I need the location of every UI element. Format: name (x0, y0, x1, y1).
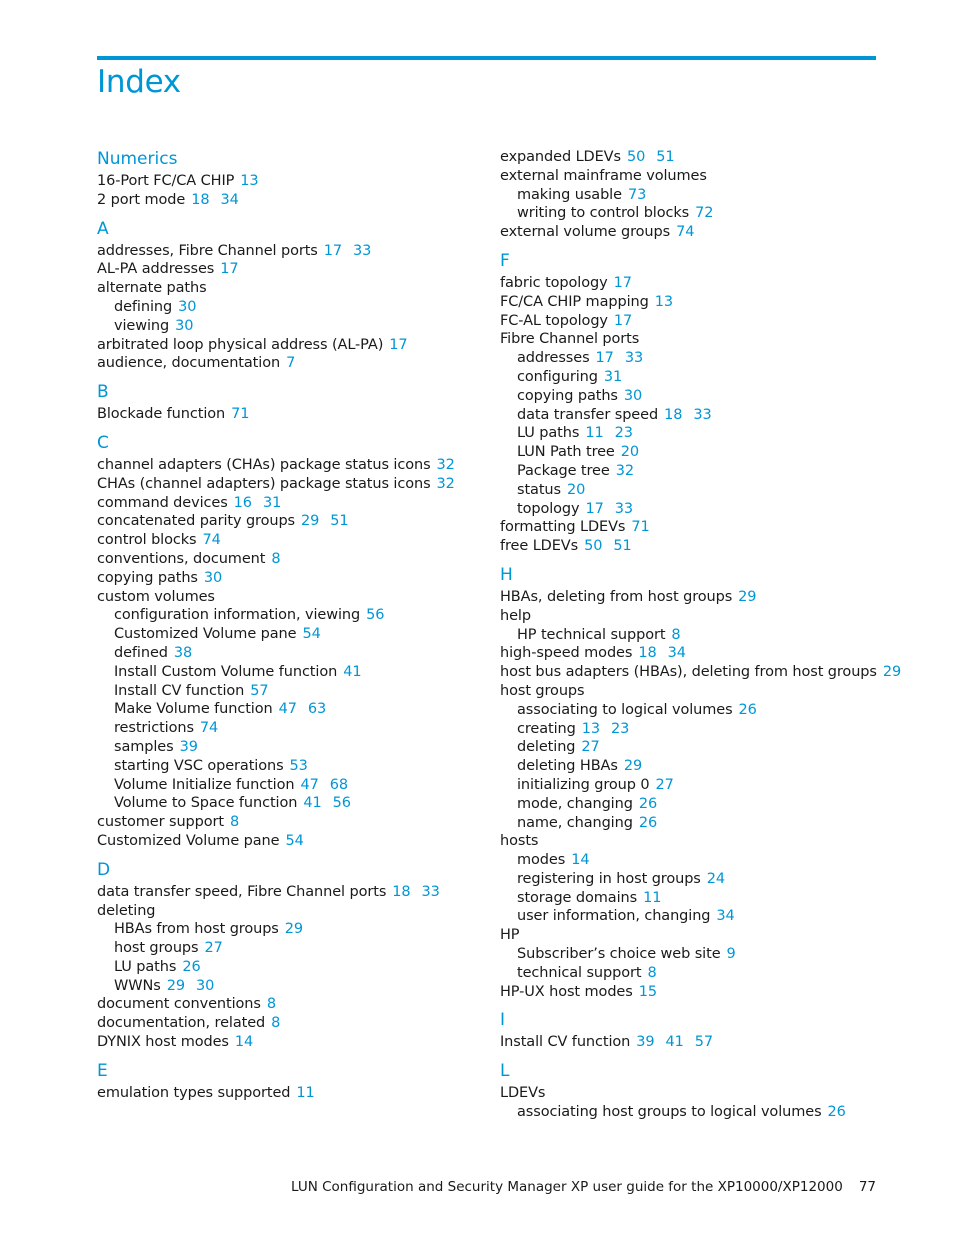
entry-text: associating host groups to logical volumes (517, 1104, 822, 1121)
entry-text: fabric topology (500, 274, 608, 291)
entry-text: defining (114, 298, 173, 315)
section-heading: A (97, 218, 109, 239)
page-link[interactable]: 50 (584, 538, 603, 555)
page-link[interactable]: 38 (173, 644, 193, 661)
index-entry (97, 995, 482, 1014)
page-link[interactable]: 33 (693, 406, 712, 423)
page-link[interactable]: 8 (229, 814, 240, 831)
page-link[interactable]: 56 (332, 795, 351, 812)
index-entry (500, 663, 900, 682)
index-subentry (500, 204, 900, 223)
index-entry (500, 682, 900, 701)
index-entry (97, 569, 482, 588)
index-subentry (97, 776, 482, 795)
page-link[interactable]: 17 (389, 336, 408, 353)
entry-text: Make Volume function (114, 701, 273, 718)
entry-text: restrictions (114, 720, 194, 737)
page-link[interactable]: 24 (706, 870, 726, 887)
page-link[interactable]: 56 (366, 607, 385, 624)
index-subentry (500, 424, 900, 443)
page-link[interactable]: 31 (603, 368, 623, 385)
entry-text: deleting (517, 739, 576, 756)
page-link[interactable]: 51 (656, 149, 675, 165)
page-link[interactable]: 20 (620, 444, 640, 461)
index-entry (500, 607, 900, 626)
page-link[interactable]: 27 (204, 940, 223, 957)
index-column-right (500, 148, 900, 1130)
page-link[interactable]: 8 (266, 996, 276, 1013)
page-link[interactable]: 9 (726, 946, 736, 963)
entry-text: hosts (500, 833, 539, 850)
page-link[interactable]: 27 (655, 776, 674, 793)
entry-text: configuring (517, 368, 598, 385)
page-link[interactable]: 30 (203, 569, 223, 586)
entry-text: Volume Initialize function (114, 776, 295, 793)
page-link[interactable]: 7 (286, 355, 296, 372)
index-section (500, 148, 900, 242)
index-entry (97, 279, 482, 298)
entry-text: documentation, related (97, 1015, 266, 1032)
index-entry (97, 512, 482, 531)
index-entry (500, 983, 900, 1002)
index-entry (97, 1033, 482, 1052)
index-subentry (500, 368, 900, 387)
index-entry (97, 813, 482, 832)
entry-text: Install Custom Volume function (114, 663, 338, 680)
index-subentry (500, 907, 900, 926)
index-entry (97, 475, 482, 494)
footer-page-number: 77 (858, 1179, 876, 1195)
index-subentry (97, 663, 482, 682)
page-link[interactable]: 68 (329, 776, 348, 793)
index-subentry (97, 644, 482, 663)
page-link[interactable]: 18 (664, 406, 683, 423)
page-link[interactable]: 30 (623, 387, 643, 404)
index-section (500, 1009, 900, 1052)
index-entry (97, 405, 482, 424)
entry-text: user information, changing (517, 908, 711, 925)
page-link[interactable]: 34 (716, 908, 735, 925)
page-link[interactable]: 11 (585, 425, 604, 442)
index-section (97, 218, 482, 374)
index-subentry (500, 814, 900, 833)
index-entry (500, 1084, 900, 1103)
index-entry (97, 456, 482, 475)
index-entry (500, 223, 900, 242)
entry-text: name, changing (517, 814, 633, 831)
index-subentry (97, 977, 482, 996)
index-entry (97, 550, 482, 569)
entry-text: making usable (517, 186, 622, 203)
entry-text: copying paths (97, 569, 198, 586)
index-entry (97, 354, 482, 373)
page-link[interactable]: 74 (676, 224, 695, 241)
page-link[interactable]: 57 (694, 1034, 714, 1051)
index-entry (500, 312, 900, 331)
page-link[interactable]: 73 (627, 186, 647, 203)
index-subentry (500, 387, 900, 406)
page-link[interactable]: 26 (182, 958, 201, 975)
index-subentry (500, 738, 900, 757)
index-column-left (97, 148, 482, 1111)
index-subentry (500, 481, 900, 500)
index-subentry (500, 626, 900, 645)
entry-text: 2 port mode (97, 191, 186, 208)
page-link[interactable]: 27 (581, 739, 600, 756)
entry-text: LUN Path tree (517, 444, 615, 461)
index-subentry (500, 851, 900, 870)
index-entry (97, 902, 482, 921)
index-entry (500, 644, 900, 663)
page-link[interactable]: 17 (613, 312, 633, 329)
page-link[interactable]: 17 (613, 274, 632, 291)
page-link[interactable]: 39 (636, 1034, 655, 1051)
index-entry (500, 330, 900, 349)
entry-text: deleting (97, 902, 156, 919)
page-link[interactable]: 18 (191, 191, 210, 208)
entry-text: arbitrated loop physical address (AL-PA) (97, 336, 384, 353)
index-subentry (500, 776, 900, 795)
entry-text: configuration information, viewing (114, 607, 361, 624)
page-link[interactable]: 74 (202, 532, 221, 549)
page-link[interactable]: 33 (614, 500, 634, 517)
entry-text: Customized Volume pane (114, 626, 297, 643)
index-entry (500, 518, 900, 537)
entry-text: associating to logical volumes (517, 701, 733, 718)
page-link[interactable]: 8 (271, 550, 281, 567)
entry-text: formatting LDEVs (500, 519, 626, 536)
index-subentry (97, 625, 482, 644)
index-subentry (97, 719, 482, 738)
index-subentry (97, 958, 482, 977)
page-link[interactable]: 34 (667, 645, 686, 662)
entry-text: status (517, 481, 561, 498)
entry-text: free LDEVs (500, 538, 579, 555)
page-link[interactable]: 34 (220, 191, 239, 208)
index-entry (97, 494, 482, 513)
entry-text: HP-UX host modes (500, 983, 633, 1000)
index-entry (97, 883, 482, 902)
entry-text: concatenated parity groups (97, 513, 296, 530)
entry-text: 16-Port FC/CA CHIP (97, 173, 235, 189)
page-link[interactable]: 29 (738, 588, 757, 605)
section-heading: L (500, 1061, 510, 1082)
page-link[interactable]: 30 (178, 298, 197, 315)
entry-text: DYNIX host modes (97, 1034, 229, 1051)
page-footer (291, 1179, 876, 1195)
entry-text: HBAs from host groups (114, 921, 279, 938)
page-link[interactable]: 51 (330, 513, 349, 530)
index-section (97, 381, 482, 424)
page-link[interactable]: 72 (695, 205, 714, 222)
page-link[interactable]: 29 (623, 758, 643, 775)
index-subentry (500, 186, 900, 205)
entry-text: document conventions (97, 996, 261, 1013)
entry-text: storage domains (517, 889, 638, 906)
index-subentry (500, 1103, 900, 1122)
page-link[interactable]: 13 (240, 173, 259, 189)
index-entry (97, 832, 482, 851)
entry-text: addresses (517, 350, 590, 367)
entry-text: expanded LDEVs (500, 149, 621, 165)
index-entry (97, 1014, 482, 1033)
footer-doc-title: LUN Configuration and Security Manager XP user guide for the XP10000/XP12000 (290, 1179, 843, 1195)
page-link[interactable]: 26 (638, 795, 658, 812)
page-link[interactable]: 63 (307, 701, 327, 718)
entry-text: FC-AL topology (500, 312, 608, 329)
index-subentry (97, 682, 482, 701)
page-link[interactable]: 71 (231, 406, 250, 423)
entry-text: external mainframe volumes (500, 167, 707, 184)
index-subentry (500, 945, 900, 964)
index-section (500, 564, 900, 1002)
page-link[interactable]: 8 (647, 964, 657, 981)
entry-text: WWNs (114, 977, 161, 994)
entry-text: FC/CA CHIP mapping (500, 293, 649, 310)
page-link[interactable]: 31 (262, 494, 282, 511)
page-link[interactable]: 23 (614, 425, 633, 442)
index-subentry (500, 870, 900, 889)
index-subentry (97, 738, 482, 757)
entry-text: HBAs, deleting from host groups (500, 588, 733, 605)
entry-text: command devices (97, 494, 228, 511)
page-link[interactable]: 32 (436, 475, 455, 492)
entry-text: audience, documentation (97, 355, 281, 372)
page-link[interactable]: 13 (581, 720, 600, 737)
index-entry (500, 926, 900, 945)
page-link[interactable]: 41 (665, 1034, 684, 1051)
entry-text: host groups (114, 940, 199, 957)
index-entry (500, 537, 900, 556)
page-link[interactable]: 41 (303, 795, 322, 812)
index-subentry (500, 964, 900, 983)
index-entry (500, 274, 900, 293)
page-link[interactable]: 33 (421, 883, 440, 900)
entry-text: AL-PA addresses (97, 261, 215, 278)
page-link[interactable]: 47 (278, 701, 297, 718)
index-entry (97, 1084, 482, 1103)
index-subentry (97, 298, 482, 317)
page-link[interactable]: 33 (353, 242, 372, 259)
entry-text: LDEVs (500, 1085, 546, 1102)
index-subentry (500, 795, 900, 814)
index-subentry (500, 500, 900, 519)
page-link[interactable]: 14 (234, 1034, 254, 1051)
entry-text: HP (500, 927, 520, 944)
index-entry (97, 191, 482, 210)
index-subentry (97, 939, 482, 958)
entry-text: defined (114, 644, 168, 661)
page-link[interactable]: 41 (343, 663, 362, 680)
section-heading: D (97, 859, 111, 880)
page-link[interactable]: 16 (233, 494, 252, 511)
section-heading: C (97, 432, 109, 453)
index-entry (500, 293, 900, 312)
entry-text: LU paths (114, 958, 177, 975)
entry-text: technical support (517, 964, 642, 981)
page-link[interactable]: 47 (300, 776, 319, 793)
index-entry (500, 832, 900, 851)
page-link[interactable]: 39 (179, 738, 198, 755)
index-subentry (500, 349, 900, 368)
title-rule (97, 56, 876, 60)
entry-text: alternate paths (97, 280, 207, 297)
page-link[interactable]: 17 (323, 242, 343, 259)
page-link[interactable]: 32 (436, 456, 455, 473)
page-link[interactable]: 29 (284, 921, 304, 938)
entry-text: channel adapters (CHAs) package status icons (97, 456, 431, 473)
entry-text: Fibre Channel ports (500, 331, 640, 348)
entry-text: data transfer speed, Fibre Channel ports (97, 883, 387, 900)
entry-text: Subscriber’s choice web site (517, 946, 721, 963)
entry-text: starting VSC operations (114, 757, 284, 774)
page-link[interactable]: 13 (654, 293, 673, 310)
entry-text: Package tree (517, 462, 610, 479)
section-heading: B (97, 382, 109, 403)
entry-text: registering in host groups (517, 870, 701, 887)
page-link[interactable]: 11 (643, 889, 662, 906)
index-section (500, 250, 900, 556)
entry-text: viewing (114, 317, 170, 334)
index-section (97, 859, 482, 1052)
entry-text: emulation types supported (97, 1084, 291, 1101)
page-link[interactable]: 74 (199, 720, 219, 737)
page-link[interactable]: 23 (611, 720, 630, 737)
page-link[interactable]: 71 (631, 519, 650, 536)
page-link[interactable]: 15 (638, 983, 657, 1000)
page-link[interactable]: 50 (626, 149, 646, 165)
page-link[interactable]: 17 (220, 261, 239, 278)
entry-text: external volume groups (500, 224, 671, 241)
page-link[interactable]: 30 (175, 317, 194, 334)
section-heading: Numerics (97, 149, 178, 169)
page-link[interactable]: 18 (392, 883, 411, 900)
page-link[interactable]: 29 (301, 513, 320, 530)
page-link[interactable]: 26 (638, 814, 658, 831)
entry-text: addresses, Fibre Channel ports (97, 242, 318, 259)
entry-text: Blockade function (97, 406, 226, 423)
entry-text: host groups (500, 682, 585, 699)
index-entry (97, 260, 482, 279)
entry-text: LU paths (517, 425, 580, 442)
index-entry (97, 242, 482, 261)
page-link[interactable]: 26 (738, 701, 757, 718)
page-link[interactable]: 57 (250, 682, 269, 699)
page-link[interactable]: 51 (613, 538, 632, 555)
entry-text: HP technical support (517, 626, 666, 643)
page-link[interactable]: 18 (638, 645, 657, 662)
entry-text: mode, changing (517, 795, 633, 812)
entry-text: samples (114, 738, 174, 755)
entry-text: creating (517, 720, 576, 737)
index-subentry (500, 757, 900, 776)
index-section (97, 432, 482, 851)
index-subentry (500, 720, 900, 739)
page-link[interactable]: 29 (166, 977, 185, 994)
index-subentry (97, 700, 482, 719)
index-subentry (500, 406, 900, 425)
index-subentry (500, 462, 900, 481)
index-entry (97, 531, 482, 550)
entry-text: writing to control blocks (517, 205, 690, 222)
page-link[interactable]: 17 (585, 500, 604, 517)
entry-text: Customized Volume pane (97, 832, 280, 849)
entry-text: host bus adapters (HBAs), deleting from host groups (500, 664, 877, 681)
page-link[interactable]: 20 (566, 481, 586, 498)
entry-text: custom volumes (97, 588, 215, 605)
section-heading: I (500, 1010, 506, 1031)
entry-text: help (500, 607, 531, 624)
section-heading: F (500, 250, 510, 271)
page-link[interactable]: 29 (882, 664, 902, 681)
index-subentry (97, 606, 482, 625)
index-entry (97, 336, 482, 355)
entry-text: topology (517, 500, 580, 517)
entry-text: Volume to Space function (114, 795, 298, 812)
index-subentry (97, 794, 482, 813)
page-link[interactable]: 53 (289, 757, 308, 774)
index-subentry (97, 317, 482, 336)
page-link[interactable]: 54 (302, 626, 321, 643)
entry-text: CHAs (channel adapters) package status icons (97, 475, 431, 492)
page-link[interactable]: 54 (285, 832, 304, 849)
entry-text: Install CV function (114, 682, 245, 699)
entry-text: control blocks (97, 532, 197, 549)
index-subentry (500, 701, 900, 720)
page-link[interactable]: 26 (827, 1104, 846, 1121)
page-link[interactable]: 17 (595, 350, 614, 367)
index-section (97, 1060, 482, 1103)
page-link[interactable]: 11 (296, 1084, 315, 1101)
index-subentry (500, 443, 900, 462)
index-entry (500, 588, 900, 607)
section-heading: E (97, 1060, 108, 1081)
index-entry (500, 167, 900, 186)
entry-text: copying paths (517, 387, 618, 404)
index-subentry (97, 757, 482, 776)
page-link[interactable]: 32 (615, 462, 634, 479)
index-section (97, 148, 482, 210)
entry-text: conventions, document (97, 550, 266, 567)
index-section (500, 1060, 900, 1122)
page-link[interactable]: 14 (571, 852, 590, 869)
entry-text: modes (517, 852, 566, 869)
page-link[interactable]: 30 (195, 977, 215, 994)
entry-text: Install CV function (500, 1034, 631, 1051)
index-entry (500, 1033, 900, 1052)
entry-text: data transfer speed (517, 406, 659, 423)
index-entry (97, 172, 482, 191)
index-entry (500, 148, 900, 167)
page-link[interactable]: 8 (671, 626, 681, 643)
entry-text: initializing group 0 (517, 776, 650, 793)
index-subentry (500, 889, 900, 908)
entry-text: high-speed modes (500, 645, 633, 662)
index-subentry (97, 920, 482, 939)
section-heading: H (500, 564, 513, 585)
index-entry (97, 588, 482, 607)
entry-text: customer support (97, 814, 224, 831)
page-link[interactable]: 8 (271, 1015, 281, 1032)
page-title: Index (97, 64, 181, 100)
page-link[interactable]: 33 (624, 350, 644, 367)
entry-text: deleting HBAs (517, 758, 618, 775)
